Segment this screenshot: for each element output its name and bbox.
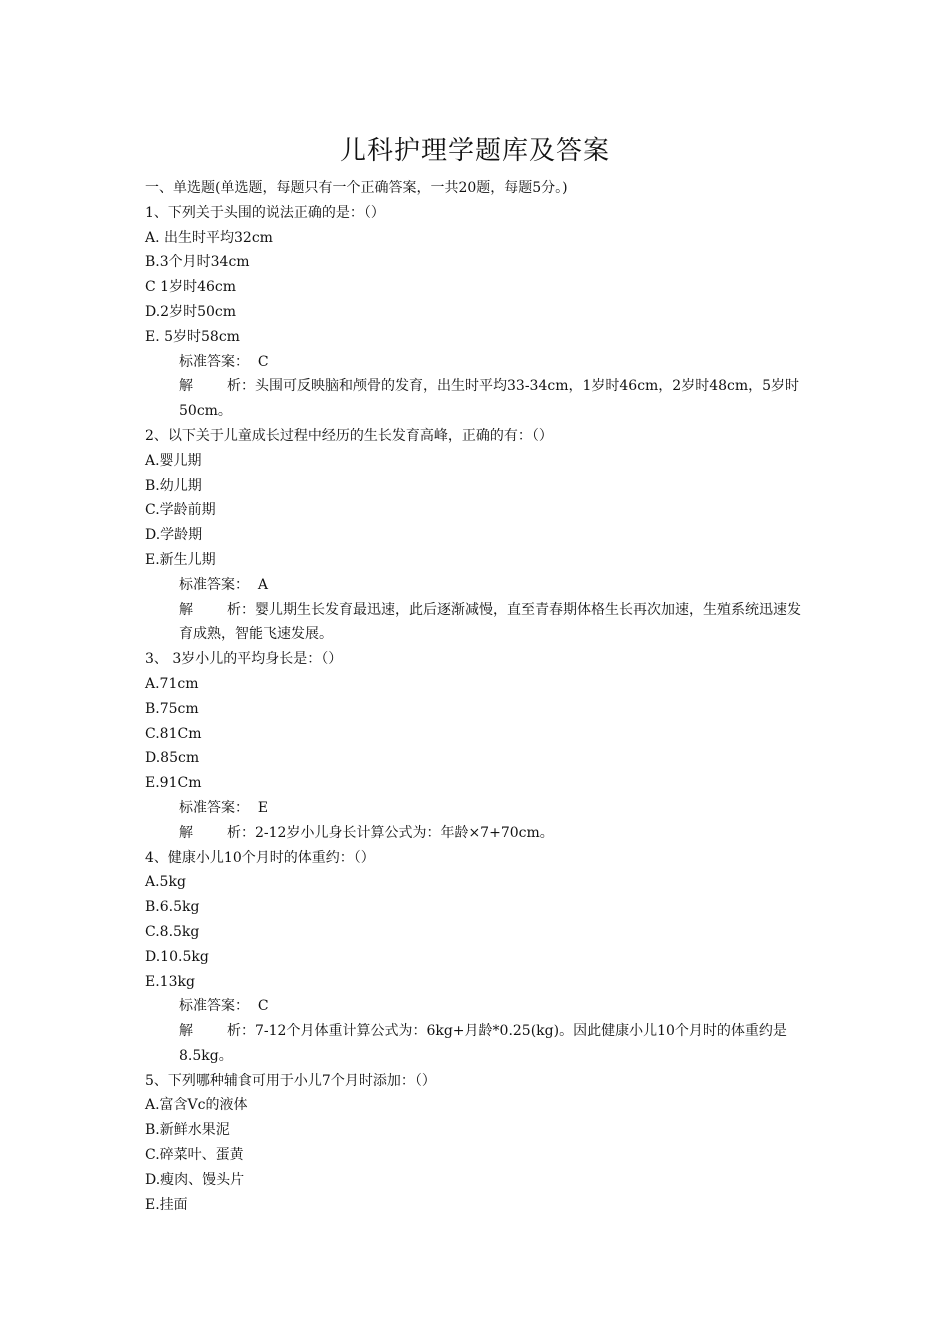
option-e: E. 5岁时58cm <box>145 328 240 345</box>
answer-label: 标准答案： <box>179 998 249 1015</box>
explain-text: 7-12个月体重计算公式为：6kg+月龄*0.25(kg)。因此健康小儿10个月时的体重约是8.5kg。 <box>179 1023 787 1064</box>
option-a: A.婴儿期 <box>145 452 202 469</box>
explain-label-a: 解 <box>179 378 193 395</box>
explanation <box>145 1019 810 1069</box>
option-e: E.新生儿期 <box>145 551 216 568</box>
question-block <box>145 201 810 424</box>
option-b: B.6.5kg <box>145 899 200 916</box>
option-d: D.85cm <box>145 750 200 767</box>
answer-value: A <box>257 576 269 593</box>
option-e: E.挂面 <box>145 1196 188 1213</box>
option-b: B.75cm <box>145 700 199 717</box>
answer-label: 标准答案： <box>179 576 249 593</box>
explain-label-a: 解 <box>179 601 193 618</box>
answer-label: 标准答案： <box>179 799 249 816</box>
option-b: B.新鲜水果泥 <box>145 1122 230 1139</box>
question-text: 5、下列哪种辅食可用于小儿7个月时添加：（） <box>145 1072 436 1089</box>
question-block <box>145 846 810 1069</box>
explain-label-b: 析： <box>227 378 255 395</box>
explain-label-b: 析： <box>227 1023 255 1040</box>
explain-text: 头围可反映脑和颅骨的发育，出生时平均33-34cm，1岁时46cm，2岁时48cm，5岁时50cm。 <box>179 378 800 420</box>
option-e: E.91Cm <box>145 775 202 792</box>
question-text: 3、 3岁小儿的平均身长是：（） <box>145 651 343 668</box>
standard-answer <box>145 573 810 598</box>
question-block <box>145 424 810 647</box>
answer-value: E <box>257 799 269 816</box>
option-e: E.13kg <box>145 973 195 990</box>
option-d: D.10.5kg <box>145 948 209 965</box>
standard-answer <box>145 350 810 375</box>
option-d: D.学龄期 <box>145 527 203 544</box>
standard-answer <box>145 994 810 1019</box>
option-b: B.幼儿期 <box>145 477 202 494</box>
option-a: A.富含Vc的液体 <box>145 1097 248 1114</box>
explanation <box>145 598 810 648</box>
section-heading: 一、单选题(单选题，每题只有一个正确答案，一共20题，每题5分。) <box>145 180 568 196</box>
page-title: 儿科护理学题库及答案 <box>339 136 610 166</box>
option-b: B.3个月时34cm <box>145 254 250 271</box>
option-c: C.碎菜叶、蛋黄 <box>145 1147 244 1164</box>
explain-text: 2-12岁小儿身长计算公式为：年龄×7+70cm。 <box>255 824 554 841</box>
explain-label-a: 解 <box>179 824 193 841</box>
option-d: D.2岁时50cm <box>145 303 237 320</box>
question-block <box>145 647 810 845</box>
option-a: A.5kg <box>145 874 186 891</box>
question-text: 4、健康小儿10个月时的体重约：（） <box>145 849 375 866</box>
option-c: C 1岁时46cm <box>145 279 236 296</box>
question-block <box>145 1069 810 1218</box>
option-c: C.8.5kg <box>145 923 200 940</box>
explain-text: 婴儿期生长发育最迅速，此后逐渐减慢，直至青春期体格生长再次加速，生殖系统迅速发育成熟，智能飞速发展。 <box>179 601 801 643</box>
explanation <box>145 821 810 846</box>
answer-label: 标准答案： <box>179 353 249 370</box>
option-a: A.71cm <box>145 675 199 692</box>
document-body <box>145 176 810 1217</box>
explanation <box>145 374 810 424</box>
standard-answer <box>145 796 810 821</box>
option-d: D.瘦肉、馒头片 <box>145 1171 245 1188</box>
question-text: 2、以下关于儿童成长过程中经历的生长发育高峰，正确的有：（） <box>145 427 553 444</box>
explain-label-b: 析： <box>227 824 255 841</box>
question-text: 1、下列关于头围的说法正确的是：（） <box>145 204 385 221</box>
option-a: A. 出生时平均32cm <box>145 229 273 246</box>
explain-label-b: 析： <box>227 601 255 618</box>
explain-label-a: 解 <box>179 1023 193 1040</box>
answer-value: C <box>257 353 269 370</box>
answer-value: C <box>257 998 269 1015</box>
option-c: C.学龄前期 <box>145 502 216 519</box>
option-c: C.81Cm <box>145 725 202 742</box>
